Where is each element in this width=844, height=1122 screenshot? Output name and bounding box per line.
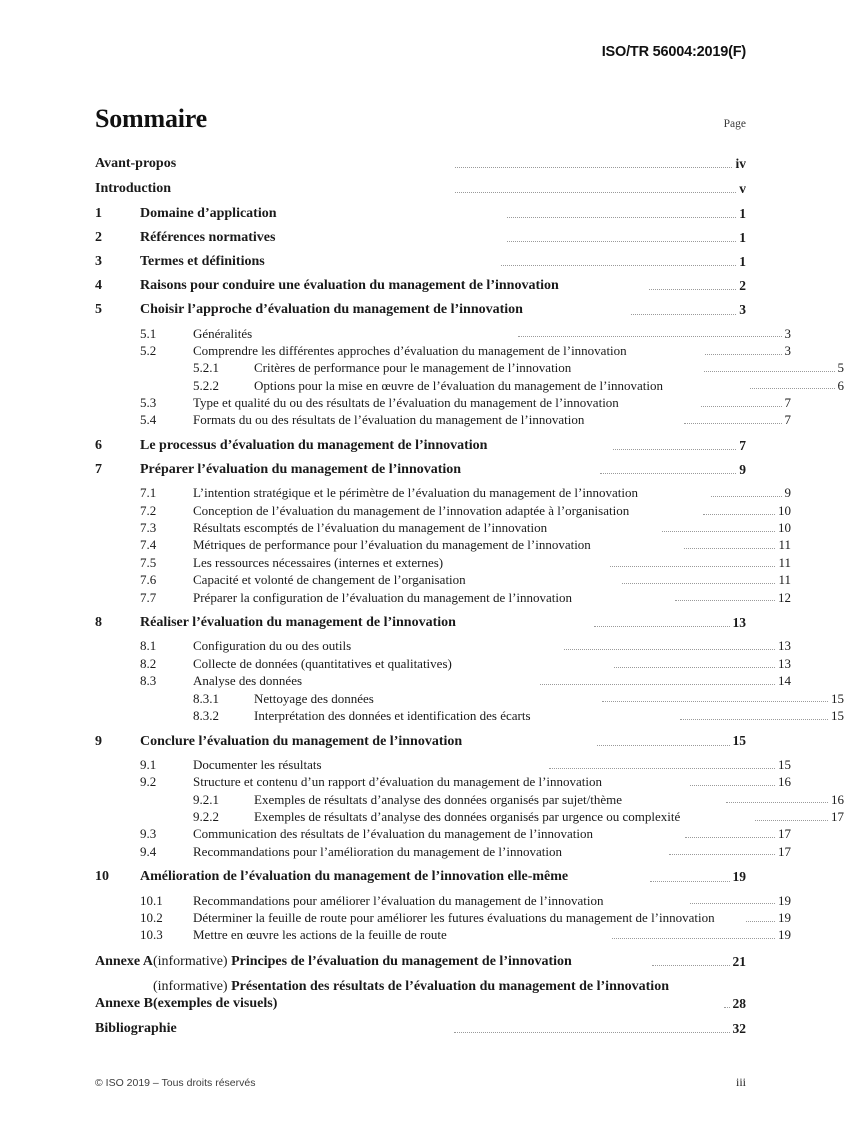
toc-entry-number: 5.2.2 <box>193 377 219 393</box>
toc-entry[interactable] <box>95 809 844 825</box>
toc-entry[interactable] <box>95 520 791 536</box>
toc-entry-label: Conclure l’évaluation du management de l’innovation <box>140 733 463 749</box>
toc-entry-label-wrap <box>193 555 608 571</box>
toc-entry[interactable] <box>95 614 746 631</box>
toc-dot-leader <box>662 530 775 532</box>
toc-entry-label: Formats du ou des résultats de l’évaluation du management de l’innovation <box>193 412 585 428</box>
toc-entry-label-wrap <box>193 503 701 519</box>
toc-entry-number: 7.6 <box>140 572 157 588</box>
toc-entry-page-number: 7 <box>739 437 747 453</box>
toc-entry-label: Introduction <box>95 181 171 197</box>
toc-entry-label-wrap <box>140 437 611 454</box>
toc-entry-label: Exemples de résultats d’analyse des données organisés par urgence ou complexité <box>254 808 681 824</box>
toc-entry[interactable] <box>95 953 746 970</box>
toc-title-row <box>95 104 746 134</box>
toc-entry-number: 7.1 <box>140 485 157 501</box>
toc-entry-label-wrap <box>140 205 505 222</box>
toc-entry-page-number: 9 <box>739 461 746 477</box>
toc-entry[interactable] <box>95 733 746 750</box>
toc-entry-number: 9 <box>95 733 102 749</box>
toc-dot-leader <box>680 718 828 720</box>
toc-entry-label-wrap <box>193 590 673 606</box>
toc-entry[interactable] <box>95 844 791 860</box>
toc-entry-label: Domaine d’application <box>140 206 277 222</box>
toc-entry-label: Recommandations pour améliorer l’évaluation du management de l’innovation <box>193 892 604 908</box>
toc-dot-leader <box>614 666 775 668</box>
toc-entry-page-number: 3 <box>784 342 792 358</box>
toc-entry-label: Déterminer la feuille de route pour améliorer les futures évaluations du management de l’innovation <box>193 909 715 925</box>
toc-entry-label-wrap <box>140 733 595 750</box>
toc-entry[interactable] <box>95 978 746 1012</box>
toc-entry-page-number: 15 <box>732 733 746 749</box>
toc-entry-label-wrap <box>254 691 600 707</box>
toc-entry-number: 10.1 <box>140 892 163 908</box>
toc-dot-leader <box>540 683 775 685</box>
table-of-contents <box>95 155 844 1045</box>
toc-entry-label-wrap <box>254 360 702 376</box>
toc-entry-number: 8.1 <box>140 638 157 654</box>
toc-entry-number: 5.4 <box>140 412 157 428</box>
toc-entry[interactable] <box>95 155 746 172</box>
toc-entry-number: 5.3 <box>140 394 157 410</box>
toc-entry-label-wrap <box>140 461 598 478</box>
toc-entry-label-wrap <box>193 844 667 860</box>
toc-dot-leader <box>711 495 782 497</box>
toc-entry-number: 7.2 <box>140 502 157 518</box>
toc-entry-page-number: 32 <box>732 1020 746 1036</box>
toc-entry-number: 7.5 <box>140 554 157 570</box>
toc-entry-page-number: 17 <box>831 808 844 824</box>
toc-entry-page-number: 28 <box>732 995 746 1011</box>
toc-entry-page-number: 15 <box>831 707 844 723</box>
toc-dot-leader <box>455 166 732 168</box>
toc-entry-number: 2 <box>95 230 102 246</box>
toc-entry-label-wrap <box>153 953 650 970</box>
toc-entry-page-number: 19 <box>778 892 791 908</box>
toc-entry-label: Réaliser l’évaluation du management de l’innovation <box>140 615 456 631</box>
toc-entry-label: Choisir l’approche d’évaluation du management de l’innovation <box>140 302 523 318</box>
toc-entry-page-number: 6 <box>837 377 844 393</box>
toc-entry-number: 7.3 <box>140 520 157 536</box>
toc-entry-page-number: 13 <box>778 638 792 654</box>
toc-entry-label-wrap <box>193 343 703 359</box>
toc-entry[interactable] <box>95 301 746 318</box>
toc-entry-number: Annexe B <box>95 996 153 1012</box>
toc-entry-number: 4 <box>95 278 102 294</box>
toc-entry[interactable] <box>95 461 746 478</box>
toc-entry-label-wrap <box>193 485 709 501</box>
toc-dot-leader <box>685 836 775 838</box>
toc-entry-label: Collecte de données (quantitatives et qualitatives) <box>193 655 452 671</box>
toc-dot-leader <box>610 565 775 567</box>
toc-entry-label-wrap <box>153 978 722 1012</box>
toc-dot-leader <box>564 648 775 650</box>
toc-entry[interactable] <box>95 412 791 428</box>
toc-entry[interactable] <box>95 774 791 790</box>
toc-entry-number: 9.2.2 <box>193 808 219 824</box>
toc-entry[interactable] <box>95 537 791 553</box>
toc-dot-leader <box>669 853 775 855</box>
toc-entry-label: Interprétation des données et identification des écarts <box>254 707 531 723</box>
toc-entry-label-wrap <box>254 378 748 394</box>
toc-entry-page-number: 19 <box>732 869 747 885</box>
page-footer <box>95 1075 746 1090</box>
toc-entry-informative-tag: (informative) <box>152 979 232 995</box>
toc-entry-label: Critères de performance pour le management de l’innovation <box>254 360 572 376</box>
toc-entry-number: 8.3 <box>140 673 157 689</box>
toc-entry-page-number: 10 <box>778 520 791 536</box>
toc-dot-leader <box>631 313 737 315</box>
toc-dot-leader <box>602 700 828 702</box>
toc-dot-leader <box>594 625 730 627</box>
toc-entry-label: Nettoyage des données <box>254 690 374 706</box>
toc-dot-leader <box>507 240 736 242</box>
toc-entry-page-number: 13 <box>732 614 747 630</box>
toc-entry-page-number: v <box>739 180 747 196</box>
toc-entry-page-number: 14 <box>778 673 791 689</box>
toc-entry-label: Documenter les résultats <box>193 756 322 772</box>
toc-entry-page-number: 10 <box>778 502 791 518</box>
toc-entry-label-wrap <box>193 910 744 926</box>
toc-dot-leader <box>549 767 775 769</box>
toc-entry-label: Conception de l’évaluation du management de l’innovation adaptée à l’organisation <box>193 502 630 518</box>
toc-entry-page-number: 21 <box>732 953 746 969</box>
toc-entry-label-wrap <box>140 253 499 270</box>
toc-dot-leader <box>507 216 736 218</box>
toc-dot-leader <box>701 405 781 407</box>
toc-entry-label: Les ressources nécessaires (internes et externes) <box>193 554 444 570</box>
toc-dot-leader <box>454 1031 729 1033</box>
toc-entry-page-number: 15 <box>778 756 792 772</box>
toc-entry-page-number: 17 <box>778 826 792 842</box>
toc-entry-label: Principes de l’évaluation du management de l’innovation <box>231 954 572 970</box>
toc-entry-number: 5 <box>95 302 102 318</box>
toc-entry-label: Références normatives <box>140 230 276 246</box>
toc-entry-label-wrap <box>140 614 592 631</box>
toc-entry-label: Type et qualité du ou des résultats de l’évaluation du management de l’innovation <box>193 394 619 410</box>
toc-entry-label: Résultats escomptés de l’évaluation du management de l’innovation <box>193 520 548 536</box>
toc-entry-label: Préparer la configuration de l’évaluation du management de l’innovation <box>193 589 573 605</box>
toc-entry[interactable] <box>95 395 791 411</box>
toc-entry-label: Avant-propos <box>95 156 177 171</box>
toc-entry-label-wrap <box>95 155 453 172</box>
toc-entry-label: Recommandations pour l’amélioration du management de l’innovation <box>193 843 562 859</box>
toc-entry-page-number: 3 <box>784 325 792 341</box>
toc-entry-page-number: 9 <box>784 485 792 501</box>
toc-entry[interactable] <box>95 229 746 246</box>
toc-entry-page-number: 2 <box>739 278 746 293</box>
toc-entry-label-wrap <box>193 412 682 428</box>
toc-entry-page-number: 7 <box>784 394 791 410</box>
toc-entry-label: Amélioration de l’évaluation du management de l’innovation elle-même <box>140 869 569 885</box>
toc-entry-label-wrap <box>193 326 516 342</box>
toc-dot-leader <box>726 801 828 803</box>
toc-entry[interactable] <box>95 927 791 943</box>
page-column-label: Page <box>723 118 746 130</box>
toc-entry-page-number: 7 <box>784 412 792 428</box>
toc-entry-number: 5.1 <box>140 325 157 341</box>
toc-entry-number: 7.4 <box>140 537 157 553</box>
toc-entry[interactable] <box>95 868 746 885</box>
toc-entry[interactable] <box>95 205 746 222</box>
toc-entry-number: 9.3 <box>140 826 157 842</box>
toc-entry[interactable] <box>95 503 791 519</box>
toc-entry[interactable] <box>95 360 844 376</box>
toc-dot-leader <box>455 191 737 193</box>
toc-entry-label: Présentation des résultats de l’évaluation du management de l’innovation (exemples de visuels) <box>152 979 669 1012</box>
toc-entry-label-wrap <box>193 774 688 790</box>
toc-entry[interactable] <box>95 253 746 270</box>
toc-entry-page-number: 11 <box>778 537 791 553</box>
toc-dot-leader <box>746 920 775 922</box>
toc-dot-leader <box>690 784 776 786</box>
toc-entry-page-number: 1 <box>739 253 747 269</box>
toc-dot-leader <box>690 902 775 904</box>
toc-entry-page-number: 15 <box>831 690 844 706</box>
toc-entry-label: Comprendre les différentes approches d’évaluation du management de l’innovation <box>193 342 627 358</box>
toc-entry-label: Options pour la mise en œuvre de l’évaluation du management de l’innovation <box>254 377 664 393</box>
toc-entry-label: Mettre en œuvre les actions de la feuille de route <box>193 927 447 943</box>
toc-entry-number: 10.3 <box>140 927 163 943</box>
toc-entry[interactable] <box>95 378 844 394</box>
toc-entry[interactable] <box>95 1020 746 1037</box>
toc-entry-label-wrap <box>140 868 648 885</box>
toc-entry[interactable] <box>95 638 791 654</box>
toc-entry[interactable] <box>95 708 844 724</box>
toc-entry-label: Le processus d’évaluation du management de l’innovation <box>140 438 488 454</box>
toc-entry-page-number: 17 <box>778 843 791 859</box>
toc-entry-number: 10 <box>95 869 109 885</box>
toc-entry-label-wrap <box>193 927 610 943</box>
toc-entry-number: 8.3.1 <box>193 690 219 706</box>
toc-dot-leader <box>703 513 775 515</box>
toc-entry[interactable] <box>95 893 791 909</box>
toc-entry-label-wrap <box>140 229 505 246</box>
toc-entry-label-wrap <box>193 395 699 411</box>
toc-entry-label: Métriques de performance pour l’évaluation du management de l’innovation <box>193 537 591 553</box>
toc-entry-number: 9.4 <box>140 843 157 859</box>
toc-entry-page-number: 5 <box>837 360 844 376</box>
toc-entry[interactable] <box>95 656 791 672</box>
toc-dot-leader <box>613 448 736 450</box>
toc-entry[interactable] <box>95 590 791 606</box>
toc-dot-leader <box>600 472 737 474</box>
toc-entry-number: 7.7 <box>140 589 157 605</box>
toc-entry-label: Capacité et volonté de changement de l’organisation <box>193 572 466 588</box>
toc-entry-number: 5.2 <box>140 342 157 358</box>
toc-entry-page-number: iv <box>735 155 746 171</box>
toc-entry[interactable] <box>95 910 791 926</box>
toc-dot-leader <box>755 819 828 821</box>
toc-entry-number: 5.2.1 <box>193 360 219 376</box>
toc-dot-leader <box>597 744 730 746</box>
toc-entry-page-number: 11 <box>778 572 792 588</box>
toc-dot-leader <box>650 880 730 882</box>
toc-entry-page-number: 12 <box>778 589 791 605</box>
toc-dot-leader <box>684 422 782 424</box>
toc-entry-label-wrap <box>193 520 660 536</box>
toc-entry-label-wrap <box>254 792 724 808</box>
toc-entry-label: Configuration du ou des outils <box>193 638 352 654</box>
toc-entry-label-wrap <box>254 809 753 825</box>
toc-entry[interactable] <box>95 826 791 842</box>
toc-entry[interactable] <box>95 326 791 342</box>
toc-dot-leader <box>705 353 781 355</box>
copyright-notice: © ISO 2019 – Tous droits réservés <box>95 1077 256 1089</box>
footer-page-number: iii <box>735 1075 746 1089</box>
toc-entry[interactable] <box>95 277 746 294</box>
toc-entry-label: Termes et définitions <box>140 254 265 270</box>
toc-entry-number: 1 <box>95 206 102 222</box>
toc-entry-label-wrap <box>95 180 453 197</box>
toc-entry-number: 7 <box>95 462 102 478</box>
toc-entry-label-wrap <box>193 656 612 672</box>
toc-entry-number: 8 <box>95 615 102 631</box>
toc-entry-label-wrap <box>193 757 547 773</box>
toc-dot-leader <box>649 288 737 290</box>
toc-dot-leader <box>612 937 775 939</box>
toc-entry-number: 8.3.2 <box>193 707 219 723</box>
toc-entry[interactable] <box>95 343 791 359</box>
toc-entry[interactable] <box>95 673 791 689</box>
document-reference-header: ISO/TR 56004:2019(F) <box>601 44 746 60</box>
toc-dot-leader <box>704 370 835 372</box>
toc-entry[interactable] <box>95 485 791 501</box>
toc-entry-label-wrap <box>193 893 688 909</box>
toc-entry[interactable] <box>95 757 791 773</box>
toc-entry-number: Annexe A <box>95 954 153 970</box>
toc-dot-leader <box>518 335 782 337</box>
toc-entry-number: 9.2.1 <box>193 791 219 807</box>
toc-entry-number: 8.2 <box>140 655 157 671</box>
toc-entry-label-wrap <box>193 572 620 588</box>
toc-entry-number: 6 <box>95 438 102 454</box>
toc-dot-leader <box>675 599 775 601</box>
toc-dot-leader <box>750 387 835 389</box>
page-title: Sommaire <box>95 104 208 133</box>
toc-entry-informative-tag: (informative) <box>152 954 232 970</box>
toc-entry-label: Généralités <box>193 325 253 341</box>
toc-dot-leader <box>652 964 730 966</box>
toc-entry-number: 10.2 <box>140 909 163 925</box>
toc-entry-label: Raisons pour conduire une évaluation du management de l’innovation <box>140 278 559 294</box>
toc-dot-leader <box>622 582 776 584</box>
toc-entry-page-number: 11 <box>778 554 792 570</box>
toc-entry-label: L’intention stratégique et le périmètre de l’évaluation du management de l’innovation <box>193 485 638 501</box>
toc-entry-label: Exemples de résultats d’analyse des données organisés par sujet/thème <box>254 791 622 807</box>
toc-entry-page-number: 19 <box>778 927 792 943</box>
toc-entry-label-wrap <box>193 638 562 654</box>
toc-entry-label-wrap <box>140 301 629 318</box>
toc-entry[interactable] <box>95 555 791 571</box>
toc-entry-page-number: 3 <box>739 302 747 318</box>
toc-entry-label: Structure et contenu d’un rapport d’évaluation du management de l’innovation <box>193 774 603 790</box>
toc-entry-page-number: 1 <box>739 205 747 221</box>
toc-entry-page-number: 19 <box>778 909 791 925</box>
toc-dot-leader <box>724 1006 730 1008</box>
toc-entry-page-number: 1 <box>739 229 747 245</box>
toc-dot-leader <box>501 264 736 266</box>
toc-entry-number: 3 <box>95 254 102 270</box>
toc-entry-page-number: 16 <box>778 774 792 790</box>
toc-entry-label: Analyse des données <box>193 673 303 689</box>
toc-entry[interactable] <box>95 180 746 197</box>
toc-entry-number: 9.2 <box>140 774 157 790</box>
toc-entry-label-wrap <box>193 826 683 842</box>
toc-entry[interactable] <box>95 792 844 808</box>
toc-entry-label-wrap <box>95 1020 452 1037</box>
toc-entry-label: Bibliographie <box>95 1021 177 1037</box>
toc-dot-leader <box>684 547 775 549</box>
toc-entry-label-wrap <box>140 277 647 294</box>
toc-entry-page-number: 13 <box>778 655 791 671</box>
toc-entry-label: Communication des résultats de l’évaluation du management de l’innovation <box>193 826 594 842</box>
toc-entry-label-wrap <box>254 708 678 724</box>
toc-entry-label: Préparer l’évaluation du management de l’innovation <box>140 462 462 478</box>
toc-entry[interactable] <box>95 691 844 707</box>
toc-entry[interactable] <box>95 437 746 454</box>
toc-entry-page-number: 16 <box>831 791 844 807</box>
toc-entry[interactable] <box>95 572 791 588</box>
toc-entry-label-wrap <box>193 537 682 553</box>
toc-entry-label-wrap <box>193 673 538 689</box>
toc-entry-number: 9.1 <box>140 756 157 772</box>
